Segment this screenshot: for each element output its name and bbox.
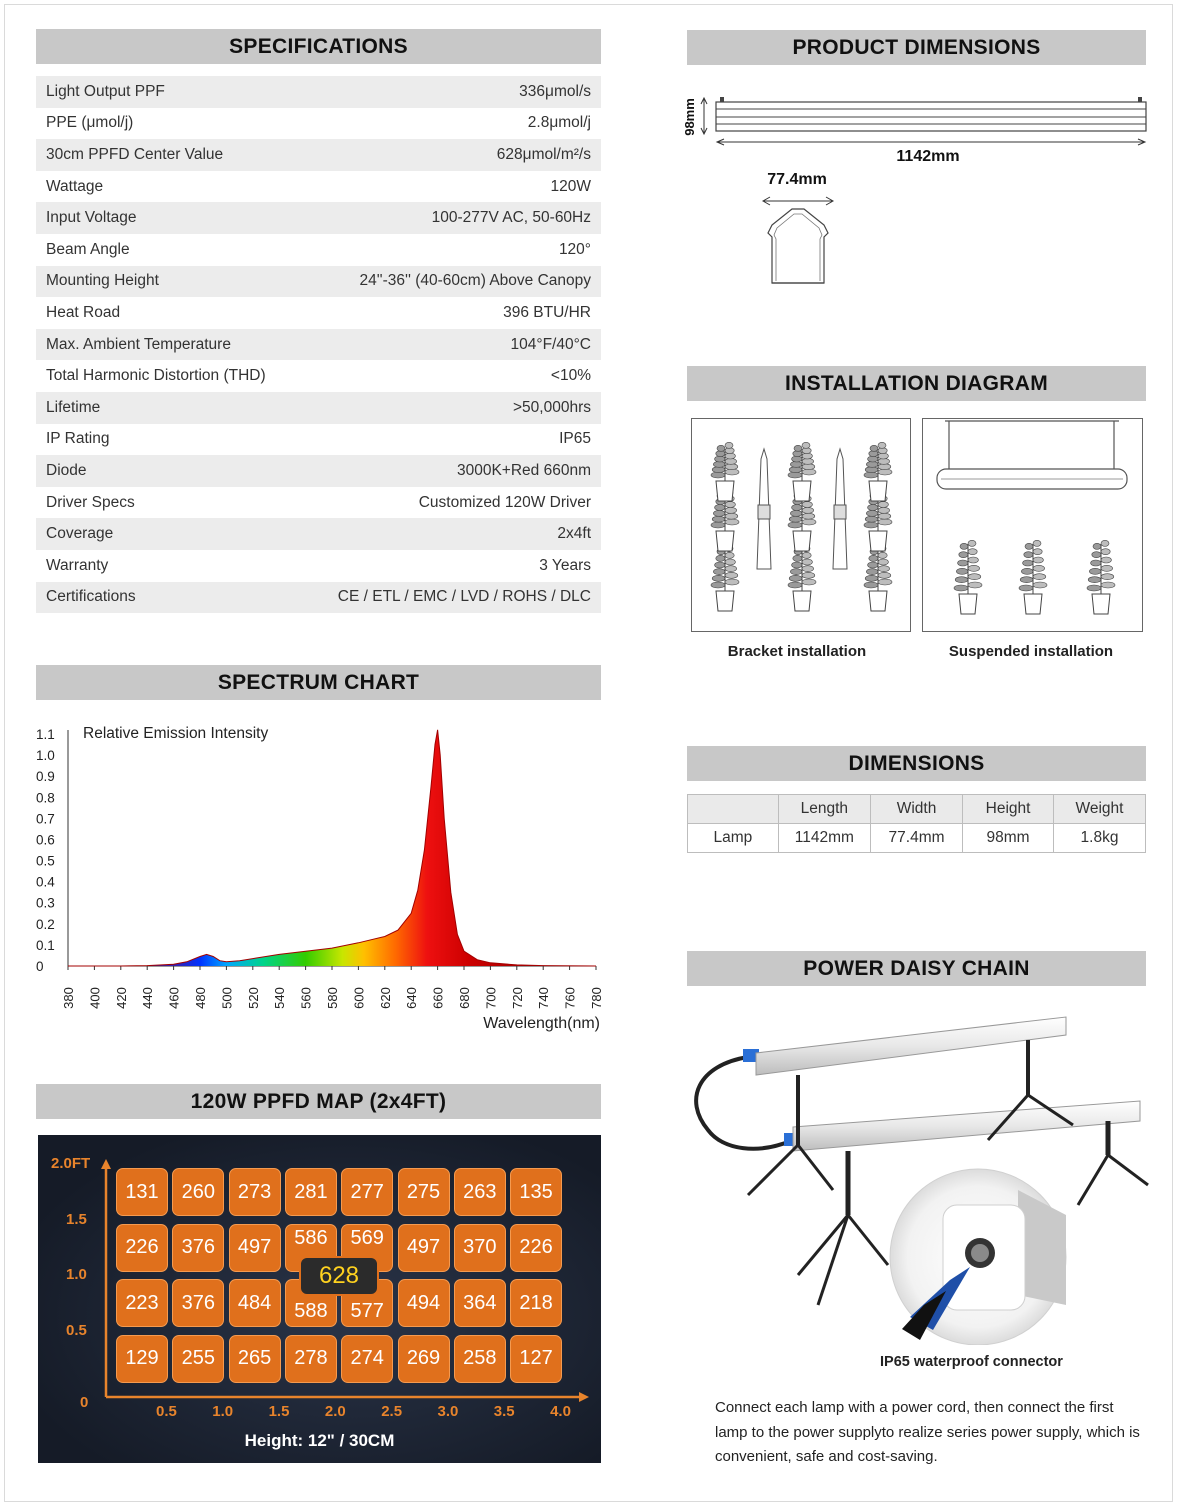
spectrum-y-tick: 0.4 xyxy=(36,874,55,890)
dimensions-cell: 1142mm xyxy=(778,824,870,853)
dimensions-header-cell: Weight xyxy=(1054,795,1146,824)
ppfd-cell: 269 xyxy=(398,1335,450,1383)
spec-label: Warranty xyxy=(46,556,109,574)
dimensions-data-row xyxy=(688,824,1146,853)
bracket-installation-diagram xyxy=(691,418,911,632)
plant-icon xyxy=(1087,540,1115,614)
specifications-table xyxy=(36,76,601,613)
connector-caption: IP65 waterproof connector xyxy=(880,1354,1063,1370)
ppfd-x-label: 3.5 xyxy=(493,1403,515,1420)
spectrum-x-tick: 740 xyxy=(536,987,552,1009)
dimensions-cell: 77.4mm xyxy=(870,824,962,853)
spectrum-x-tick: 480 xyxy=(193,987,208,1009)
spectrum-line xyxy=(68,730,596,966)
ppfd-x-label: 1.0 xyxy=(212,1403,234,1420)
plant-icon xyxy=(788,442,816,501)
spec-value: 24''-36'' (40-60cm) Above Canopy xyxy=(359,272,591,290)
ppfd-cell: 577 xyxy=(341,1279,393,1327)
ppfd-cell: 275 xyxy=(398,1168,450,1216)
spectrum-y-tick: 0.6 xyxy=(36,832,55,848)
ppfd-cell: 129 xyxy=(116,1335,168,1383)
ppfd-cell: 586 xyxy=(285,1224,337,1272)
spec-label: Beam Angle xyxy=(46,240,130,258)
spec-value: 3 Years xyxy=(539,556,591,574)
ppfd-cell: 223 xyxy=(116,1279,168,1327)
spec-value: 120° xyxy=(558,240,591,258)
spectrum-x-tick: 760 xyxy=(562,987,578,1009)
spectrum-x-tick: 640 xyxy=(404,987,420,1009)
spec-value: 2.8μmol/j xyxy=(527,114,591,132)
ppfd-cell: 278 xyxy=(285,1335,337,1383)
spec-label: Light Output PPF xyxy=(46,82,165,100)
dimensions-header-cell xyxy=(688,795,779,824)
ppfd-cell: 255 xyxy=(172,1335,224,1383)
spectrum-x-tick: 680 xyxy=(457,987,472,1009)
ppfd-cell: 494 xyxy=(398,1279,450,1327)
spec-label: Driver Specs xyxy=(46,493,135,511)
spectrum-x-tick: 440 xyxy=(140,987,156,1009)
daisy-chain-title: POWER DAISY CHAIN xyxy=(687,951,1146,986)
spec-row xyxy=(36,487,601,519)
spec-row xyxy=(36,582,601,614)
spectrum-chart-title: Relative Emission Intensity xyxy=(83,725,269,742)
dimensions-cell: 98mm xyxy=(963,824,1054,853)
plant-icon xyxy=(864,442,892,501)
ppfd-cell: 226 xyxy=(510,1224,562,1272)
dimensions-cell: Lamp xyxy=(688,824,779,853)
spectrum-y-tick: 0.3 xyxy=(36,895,55,911)
ppfd-y-label: 1.0 xyxy=(66,1266,87,1283)
ppfd-cell: 588 xyxy=(285,1279,337,1327)
spec-value: >50,000hrs xyxy=(513,398,591,416)
ppfd-cell: 127 xyxy=(510,1335,562,1383)
dimensions-header-cell: Height xyxy=(963,795,1054,824)
spec-row xyxy=(36,360,601,392)
ppfd-center-value: 628 xyxy=(299,1256,379,1296)
spec-label: Coverage xyxy=(46,525,114,543)
ppfd-x-label: 2.0 xyxy=(324,1403,346,1420)
spec-row xyxy=(36,76,601,108)
bracket-light-icon xyxy=(833,449,847,569)
spectrum-y-tick: 0.8 xyxy=(36,790,55,806)
dimensions-header-row xyxy=(688,795,1146,824)
plant-icon xyxy=(864,546,892,611)
ppfd-x-label: 4.0 xyxy=(550,1403,571,1420)
ppfd-cell: 277 xyxy=(341,1168,393,1216)
suspended-installation-diagram xyxy=(922,418,1143,632)
ppfd-x-label: 1.5 xyxy=(268,1403,290,1420)
spectrum-x-tick: 380 xyxy=(61,987,76,1009)
spectrum-y-tick: 0.5 xyxy=(36,853,55,869)
spectrum-x-tick: 420 xyxy=(113,987,129,1009)
plant-icon xyxy=(954,540,982,614)
spectrum-x-tick: 500 xyxy=(219,987,235,1009)
spec-label: PPE (μmol/j) xyxy=(46,114,134,132)
product-dimensions-title: PRODUCT DIMENSIONS xyxy=(687,30,1146,65)
spec-label: Total Harmonic Distortion (THD) xyxy=(46,367,266,385)
specifications-title: SPECIFICATIONS xyxy=(36,29,601,64)
spectrum-x-tick: 560 xyxy=(298,987,314,1009)
installation-title: INSTALLATION DIAGRAM xyxy=(687,366,1146,401)
ppfd-cell: 484 xyxy=(229,1279,281,1327)
ppfd-cell: 226 xyxy=(116,1224,168,1272)
spec-label: Heat Road xyxy=(46,303,121,321)
dimensions-title: DIMENSIONS xyxy=(687,746,1146,781)
spec-row xyxy=(36,455,601,487)
plant-icon xyxy=(788,546,816,611)
spec-row xyxy=(36,171,601,203)
length-dimension-label: 1142mm xyxy=(896,148,960,165)
spectrum-x-tick: 460 xyxy=(166,987,182,1009)
spectrum-x-tick: 780 xyxy=(589,987,604,1009)
spectrum-x-tick: 520 xyxy=(245,987,261,1009)
width-dimension-label: 77.4mm xyxy=(767,171,827,188)
spec-value: IP65 xyxy=(559,430,591,448)
spec-value: 628μmol/m²/s xyxy=(496,145,591,163)
spec-value: 336μmol/s xyxy=(519,82,591,100)
ppfd-cell: 281 xyxy=(285,1168,337,1216)
spec-label: Wattage xyxy=(46,177,104,195)
ppfd-cell: 497 xyxy=(229,1224,281,1272)
spectrum-x-tick: 620 xyxy=(377,987,393,1009)
plant-icon xyxy=(711,546,739,611)
spec-value: 100-277V AC, 50-60Hz xyxy=(431,209,591,227)
dimensions-header-cell: Width xyxy=(870,795,962,824)
spec-value: <10% xyxy=(550,367,591,385)
ppfd-cell: 376 xyxy=(172,1279,224,1327)
spec-row xyxy=(36,234,601,266)
spec-label: Diode xyxy=(46,461,87,479)
spec-row xyxy=(36,424,601,456)
spectrum-y-tick: 0 xyxy=(36,959,44,974)
spec-label: 30cm PPFD Center Value xyxy=(46,145,224,163)
product-dimensions-drawing xyxy=(680,85,1160,295)
ppfd-cell: 260 xyxy=(172,1168,224,1216)
spec-row xyxy=(36,139,601,171)
spectrum-x-tick: 400 xyxy=(87,987,103,1009)
spec-row xyxy=(36,108,601,140)
plant-icon xyxy=(711,442,739,501)
dimensions-table xyxy=(687,794,1146,853)
spec-value: 104°F/40°C xyxy=(510,335,591,353)
spectrum-y-tick: 1.0 xyxy=(36,748,55,764)
spec-label: Lifetime xyxy=(46,398,101,416)
spec-row xyxy=(36,518,601,550)
ppfd-x-label: 3.0 xyxy=(437,1403,459,1420)
ppfd-y-label: 0 xyxy=(80,1394,89,1411)
ppfd-cell: 274 xyxy=(341,1335,393,1383)
ppfd-cell: 376 xyxy=(172,1224,224,1272)
spec-value: 2x4ft xyxy=(557,525,591,543)
spectrum-x-label: Wavelength(nm) xyxy=(483,1015,600,1032)
ppfd-cell: 569 xyxy=(341,1224,393,1272)
ppfd-cell: 258 xyxy=(454,1335,506,1383)
ppfd-cell: 263 xyxy=(454,1168,506,1216)
spectrum-y-tick: 1.1 xyxy=(36,727,55,742)
spectrum-area xyxy=(68,730,596,966)
dimensions-cell: 1.8kg xyxy=(1054,824,1146,853)
ppfd-cell: 218 xyxy=(510,1279,562,1327)
ppfd-cell: 273 xyxy=(229,1168,281,1216)
spectrum-chart xyxy=(30,720,610,1040)
spectrum-x-tick: 580 xyxy=(325,987,340,1009)
spectrum-x-tick: 720 xyxy=(509,987,525,1009)
spec-row xyxy=(36,297,601,329)
ppfd-y-label: 1.5 xyxy=(66,1211,87,1228)
spec-value: CE / ETL / EMC / LVD / ROHS / DLC xyxy=(337,588,591,606)
ppfd-y-label: 2.0FT xyxy=(51,1155,91,1172)
spec-label: Input Voltage xyxy=(46,209,137,227)
bracket-light-icon xyxy=(757,449,771,569)
ppfd-title: 120W PPFD MAP (2x4FT) xyxy=(36,1084,601,1119)
spectrum-y-tick: 0.1 xyxy=(36,937,55,953)
spectrum-x-tick: 660 xyxy=(430,987,446,1009)
ppfd-cell: 364 xyxy=(454,1279,506,1327)
ppfd-cell: 135 xyxy=(510,1168,562,1216)
plant-icon xyxy=(1019,540,1047,614)
spectrum-x-tick: 700 xyxy=(483,987,499,1009)
spectrum-title: SPECTRUM CHART xyxy=(36,665,601,700)
spec-value: 120W xyxy=(550,177,591,195)
spectrum-y-tick: 0.2 xyxy=(36,916,55,932)
ppfd-cell: 265 xyxy=(229,1335,281,1383)
bracket-installation-caption: Bracket installation xyxy=(727,643,867,660)
ppfd-height-label: Height: 12" / 30CM xyxy=(244,1431,395,1450)
spec-row xyxy=(36,392,601,424)
spec-row xyxy=(36,550,601,582)
daisy-chain-description: Connect each lamp with a power cord, then connect the first lamp to the power supplyto realize series power supply, which is convenient, safe and cost-saving. xyxy=(715,1399,1140,1465)
daisy-chain-illustration xyxy=(688,1005,1153,1345)
ppfd-y-label: 0.5 xyxy=(66,1322,87,1339)
spec-label: IP Rating xyxy=(46,430,110,448)
spec-row xyxy=(36,202,601,234)
height-dimension-label: 98mm xyxy=(682,98,697,136)
suspended-installation-caption: Suspended installation xyxy=(948,643,1114,660)
spectrum-x-tick: 600 xyxy=(351,987,367,1009)
ppfd-x-label: 0.5 xyxy=(156,1403,177,1420)
spec-label: Certifications xyxy=(46,588,136,606)
spec-value: Customized 120W Driver xyxy=(418,493,591,511)
spec-label: Mounting Height xyxy=(46,272,159,290)
spec-row xyxy=(36,266,601,298)
spectrum-y-tick: 0.7 xyxy=(36,811,55,827)
spec-value: 396 BTU/HR xyxy=(503,303,591,321)
spectrum-x-tick: 540 xyxy=(272,987,288,1009)
ppfd-cell: 131 xyxy=(116,1168,168,1216)
ppfd-x-label: 2.5 xyxy=(381,1403,403,1420)
spectrum-y-tick: 0.9 xyxy=(36,769,55,785)
dimensions-header-cell: Length xyxy=(778,795,870,824)
ppfd-cell: 370 xyxy=(454,1224,506,1272)
ppfd-map xyxy=(38,1135,601,1463)
ppfd-cell: 497 xyxy=(398,1224,450,1272)
spec-row xyxy=(36,329,601,361)
spec-label: Max. Ambient Temperature xyxy=(46,335,231,353)
spec-value: 3000K+Red 660nm xyxy=(456,461,591,479)
